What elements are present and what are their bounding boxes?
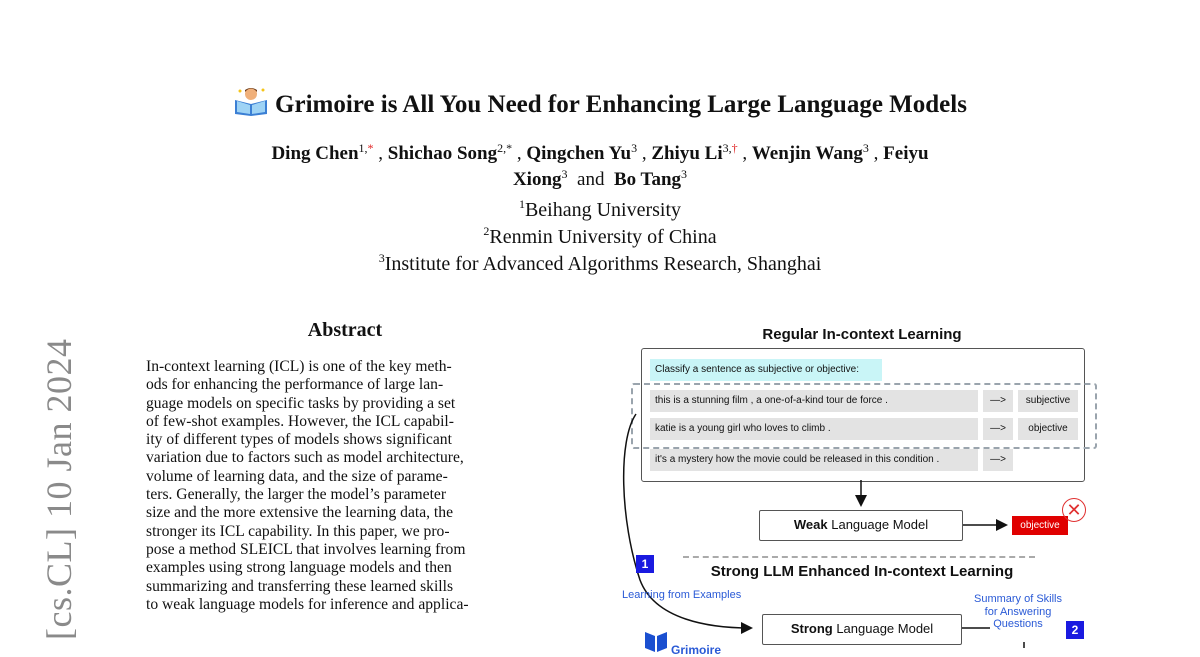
author-sup: 1, — [358, 141, 368, 155]
grimoire-book-icon — [641, 630, 671, 657]
learning-from-examples-label: Learning from Examples — [622, 589, 742, 601]
abstract-line: ity of different types of models shows significant — [146, 431, 452, 449]
abstract-line: ters. Generally, the larger the model’s parameter — [146, 486, 447, 504]
book-reader-icon — [233, 86, 269, 123]
weak-bold: Weak — [793, 517, 828, 532]
and-word: and — [577, 169, 605, 190]
abstract-line: In-context learning (ICL) is one of the key meth- — [146, 358, 452, 375]
aff-name: Institute for Advanced Algorithms Research, Shanghai — [384, 253, 822, 275]
aff-name: Beihang University — [524, 199, 682, 221]
author-name: Bo Tang — [613, 169, 682, 190]
grimoire-label: Grimoire — [671, 643, 722, 657]
wrong-icon: ✕ — [1062, 498, 1086, 522]
affiliation-2 — [0, 226, 1200, 249]
instruction-cell: Classify a sentence as subjective or objective: — [650, 359, 882, 381]
abstract-line: to weak language models for inference and applica- — [146, 595, 469, 613]
abstract-line: examples using strong language models and then — [146, 559, 452, 577]
author-sup: 3, — [722, 141, 732, 155]
example-text: this is a stunning film , a one-of-a-kind tour de force . — [650, 390, 978, 412]
author-name: Zhiyu Li — [651, 143, 723, 164]
abstract-line: variation due to factors such as model architecture, — [146, 449, 464, 467]
abstract-line: summarizing and transferring these learned skills — [146, 577, 454, 595]
strong-bold: Strong — [790, 621, 833, 636]
abstract-line: guage models on specific tasks by providing a set — [146, 394, 456, 412]
affiliation-1 — [0, 199, 1200, 222]
abstract-line: size and the more extensive the learning data, the — [146, 504, 453, 522]
abstract-line: pose a method SLEICL that involves learning from — [146, 540, 466, 558]
paper-title — [0, 86, 1200, 123]
summary-line: Questions — [993, 618, 1043, 630]
weak-output-badge: objective — [1012, 516, 1068, 535]
abstract-line: stronger its ICL capability. In this paper, we pro- — [146, 522, 450, 540]
aff-num: 3 — [378, 251, 385, 265]
weak-model-box — [759, 510, 963, 541]
section-separator — [683, 556, 1035, 558]
abstract-heading: Abstract — [307, 319, 383, 341]
affiliation-3 — [0, 253, 1200, 276]
example-arrow: —> — [983, 418, 1013, 440]
figure-bottom-title: Strong LLM Enhanced In-context Learning — [710, 563, 1014, 580]
grimoire-block — [641, 630, 721, 657]
title-text: Grimoire is All You Need for Enhancing Large Language Models — [275, 91, 967, 118]
abstract-line: of few-shot examples. However, the ICL capabil- — [146, 412, 454, 430]
summary-line: Summary of Skills — [973, 593, 1063, 605]
example-label: objective — [1018, 418, 1078, 440]
author-name: Wenjin Wang — [751, 143, 863, 164]
author-sup: 2,* — [497, 141, 513, 155]
author-name: Ding Chen — [271, 143, 359, 164]
author-name: Shichao Song — [387, 143, 498, 164]
author-sup: 3 — [631, 141, 638, 155]
figure-top-title: Regular In-context Learning — [762, 326, 962, 343]
query-arrow: —> — [983, 449, 1013, 471]
example-arrow: —> — [983, 390, 1013, 412]
example-label: subjective — [1018, 390, 1078, 412]
author-name-split-2: Xiong — [512, 169, 562, 190]
author-sup: 3 — [681, 167, 688, 181]
abstract-line: volume of learning data, and the size of parame- — [146, 467, 448, 485]
aff-num: 1 — [518, 197, 525, 211]
aff-num: 2 — [483, 224, 490, 238]
author-list — [0, 141, 1200, 193]
example-text: katie is a young girl who loves to climb . — [650, 418, 978, 440]
author-line-2 — [0, 167, 1200, 193]
abstract-line: ods for enhancing the performance of large lan- — [146, 376, 444, 394]
aff-name: Renmin University of China — [489, 226, 717, 248]
author-name: Qingchen Yu — [526, 143, 632, 164]
author-line-1: Ding Chen$^{1,*}$ , Shichao Song$^{2,*}$ , Qingchen Yu$^3$ , Zhiyu $Li^{3,\dagger}$ , Wenjin Wang$^3$ , Feiyu — [271, 141, 929, 164]
author-sup: 3 — [862, 141, 869, 155]
step-2-badge: 2 — [1066, 621, 1084, 639]
abstract-body — [146, 358, 544, 614]
author-sup: 3 — [561, 167, 568, 181]
query-text: it's a mystery how the movie could be released in this condition . — [650, 449, 978, 471]
author-mark: * — [367, 141, 374, 155]
strong-rest: Language Model — [832, 621, 934, 636]
author-mark: † — [731, 141, 738, 155]
strong-model-box — [762, 614, 962, 645]
weak-rest: Language Model — [827, 517, 929, 532]
summary-line: for Answering — [984, 605, 1052, 618]
arxiv-stamp: [cs.CL] 10 Jan 2024 — [39, 338, 79, 640]
step-1-badge: 1 — [636, 555, 654, 573]
summary-label — [962, 593, 1074, 631]
author-name-split: Feiyu — [883, 143, 929, 164]
